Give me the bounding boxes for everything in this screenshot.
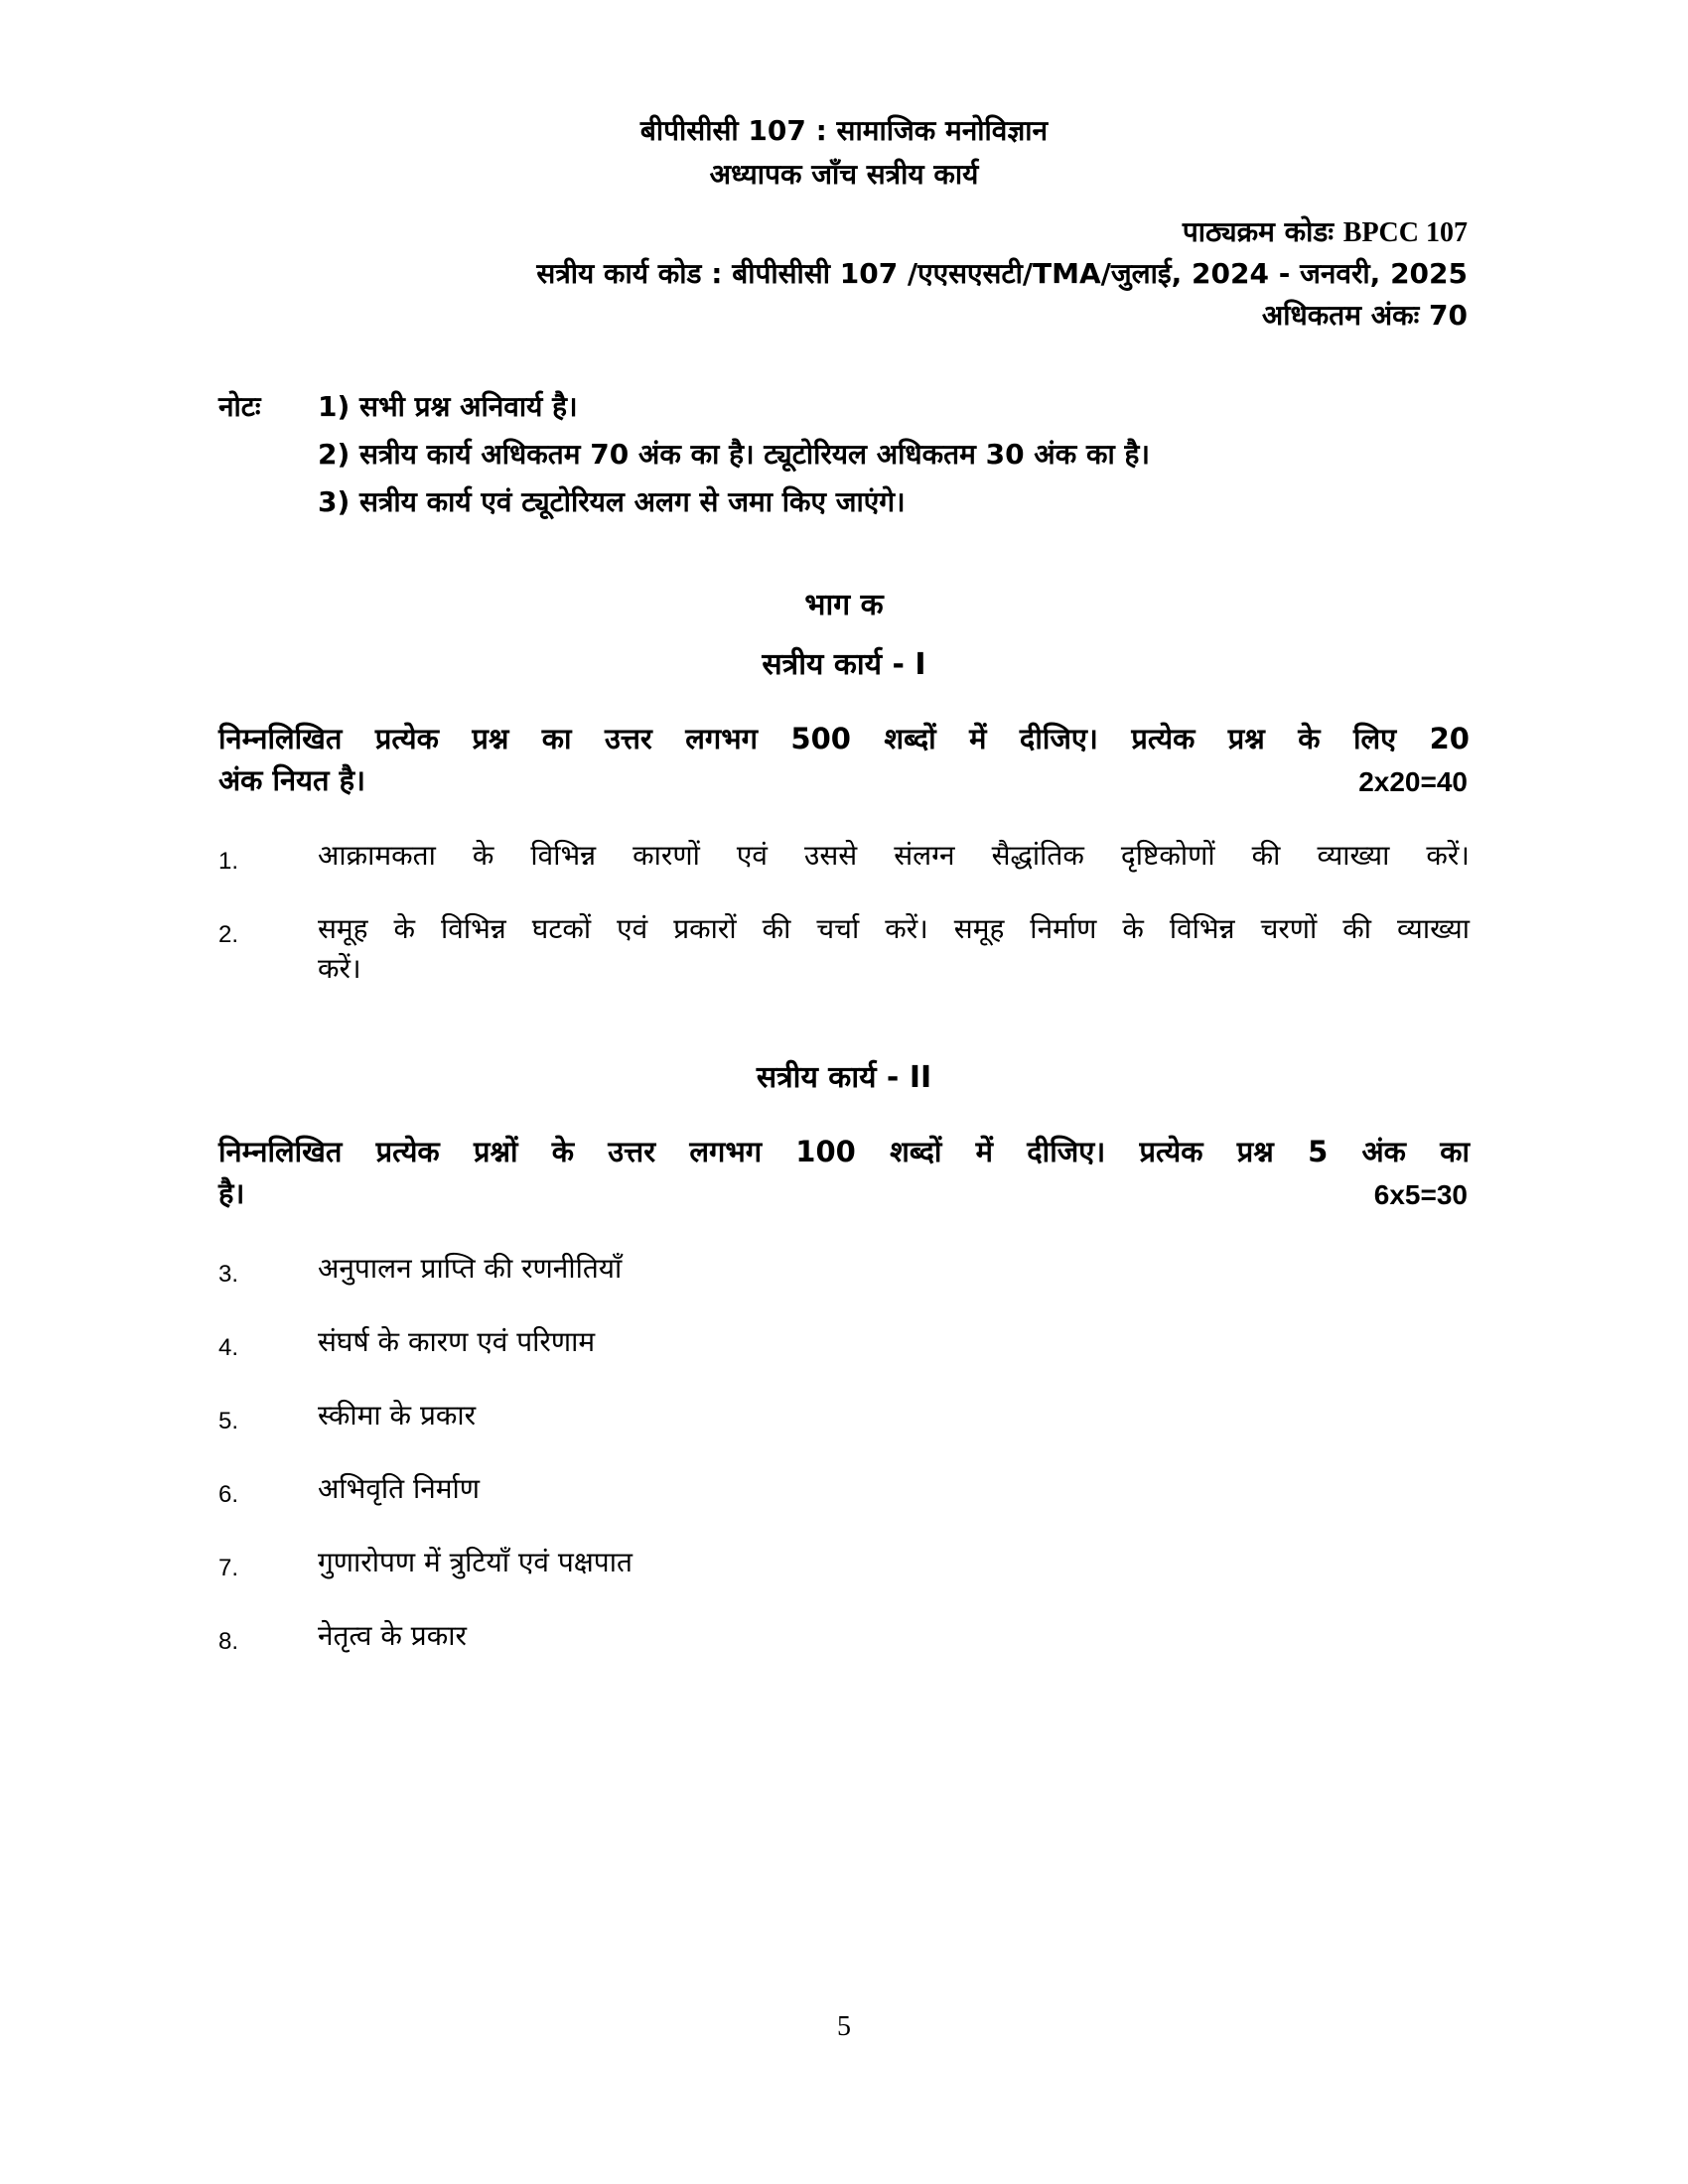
section-2-marks: 6x5=30 (1373, 1179, 1468, 1210)
section-1-instruction-line2: अंक नियत है। (218, 763, 365, 797)
section-1-marks: 2x20=40 (1358, 766, 1468, 797)
question-6-text: अभिवृति निर्माण (318, 1472, 481, 1505)
course-code-value: BPCC 107 (1342, 217, 1468, 248)
question-3-number: 3. (218, 1261, 239, 1288)
course-code (1183, 212, 1468, 253)
question-2-text-line1: समूह के विभिन्न घटकों एवं प्रकारों की चर्चा करें। समूह निर्माण के विभिन्न चरणों की व्याख्या (318, 912, 1470, 945)
question-5-number: 5. (218, 1408, 239, 1434)
question-1-text: आक्रामकता के विभिन्न कारणों एवं उससे संलग्न सैद्धांतिक दृष्टिकोणों की व्याख्या करें। (318, 839, 1470, 872)
question-5-text: स्कीमा के प्रकार (318, 1399, 477, 1432)
question-7-text: गुणारोपण में त्रुटियाँ एवं पक्षपात (318, 1546, 633, 1578)
section-2-instruction-line2: है। (218, 1176, 245, 1210)
question-8-number: 8. (218, 1628, 239, 1655)
question-6-number: 6. (218, 1481, 239, 1508)
question-4-text: संघर्ष के कारण एवं परिणाम (318, 1325, 596, 1358)
assignment-code: सत्रीय कार्य कोड : बीपीसीसी 107 /एएसएसटी/TMA/जुलाई, 2024 - जनवरी, 2025 (536, 257, 1468, 290)
question-3-text: अनुपालन प्राप्ति की रणनीतियाँ (318, 1252, 623, 1285)
note-item-1: 1) सभी प्रश्न अनिवार्य है। (318, 390, 578, 423)
question-4-number: 4. (218, 1334, 239, 1361)
max-marks: अधिकतम अंकः 70 (1261, 299, 1468, 332)
note-item-3: 3) सत्रीय कार्य एवं ट्यूटोरियल अलग से जमा किए जाएंगे। (318, 485, 906, 518)
note-label: नोटः (218, 390, 261, 423)
part-a-heading: भाग क (804, 588, 884, 622)
page-number: 5 (837, 2011, 851, 2042)
note-item-2: 2) सत्रीय कार्य अधिकतम 70 अंक का है। ट्यूटोरियल अधिकतम 30 अंक का है। (318, 438, 1150, 471)
question-7-number: 7. (218, 1555, 239, 1581)
question-8-text: नेतृत्व के प्रकार (318, 1619, 467, 1652)
document-title: बीपीसीसी 107 : सामाजिक मनोविज्ञान (639, 114, 1049, 147)
section-1-instruction-line1: निम्नलिखित प्रत्येक प्रश्न का उत्तर लगभग 500 शब्दों में दीजिए। प्रत्येक प्रश्न के लिए 20 (218, 722, 1470, 755)
section-1-heading: सत्रीय कार्य - I (762, 647, 926, 682)
question-1-number: 1. (218, 848, 239, 875)
section-2-heading: सत्रीय कार्य - II (756, 1060, 932, 1095)
question-2-number: 2. (218, 921, 239, 948)
question-2-text-line2: करें। (318, 952, 361, 985)
course-code-label: पाठ्यक्रम कोडः (1182, 215, 1335, 248)
document-subtitle: अध्यापक जाँच सत्रीय कार्य (709, 158, 979, 191)
section-2-instruction-line1: निम्नलिखित प्रत्येक प्रश्नों के उत्तर लगभग 100 शब्दों में दीजिए। प्रत्येक प्रश्न 5 अंक का (218, 1135, 1470, 1168)
